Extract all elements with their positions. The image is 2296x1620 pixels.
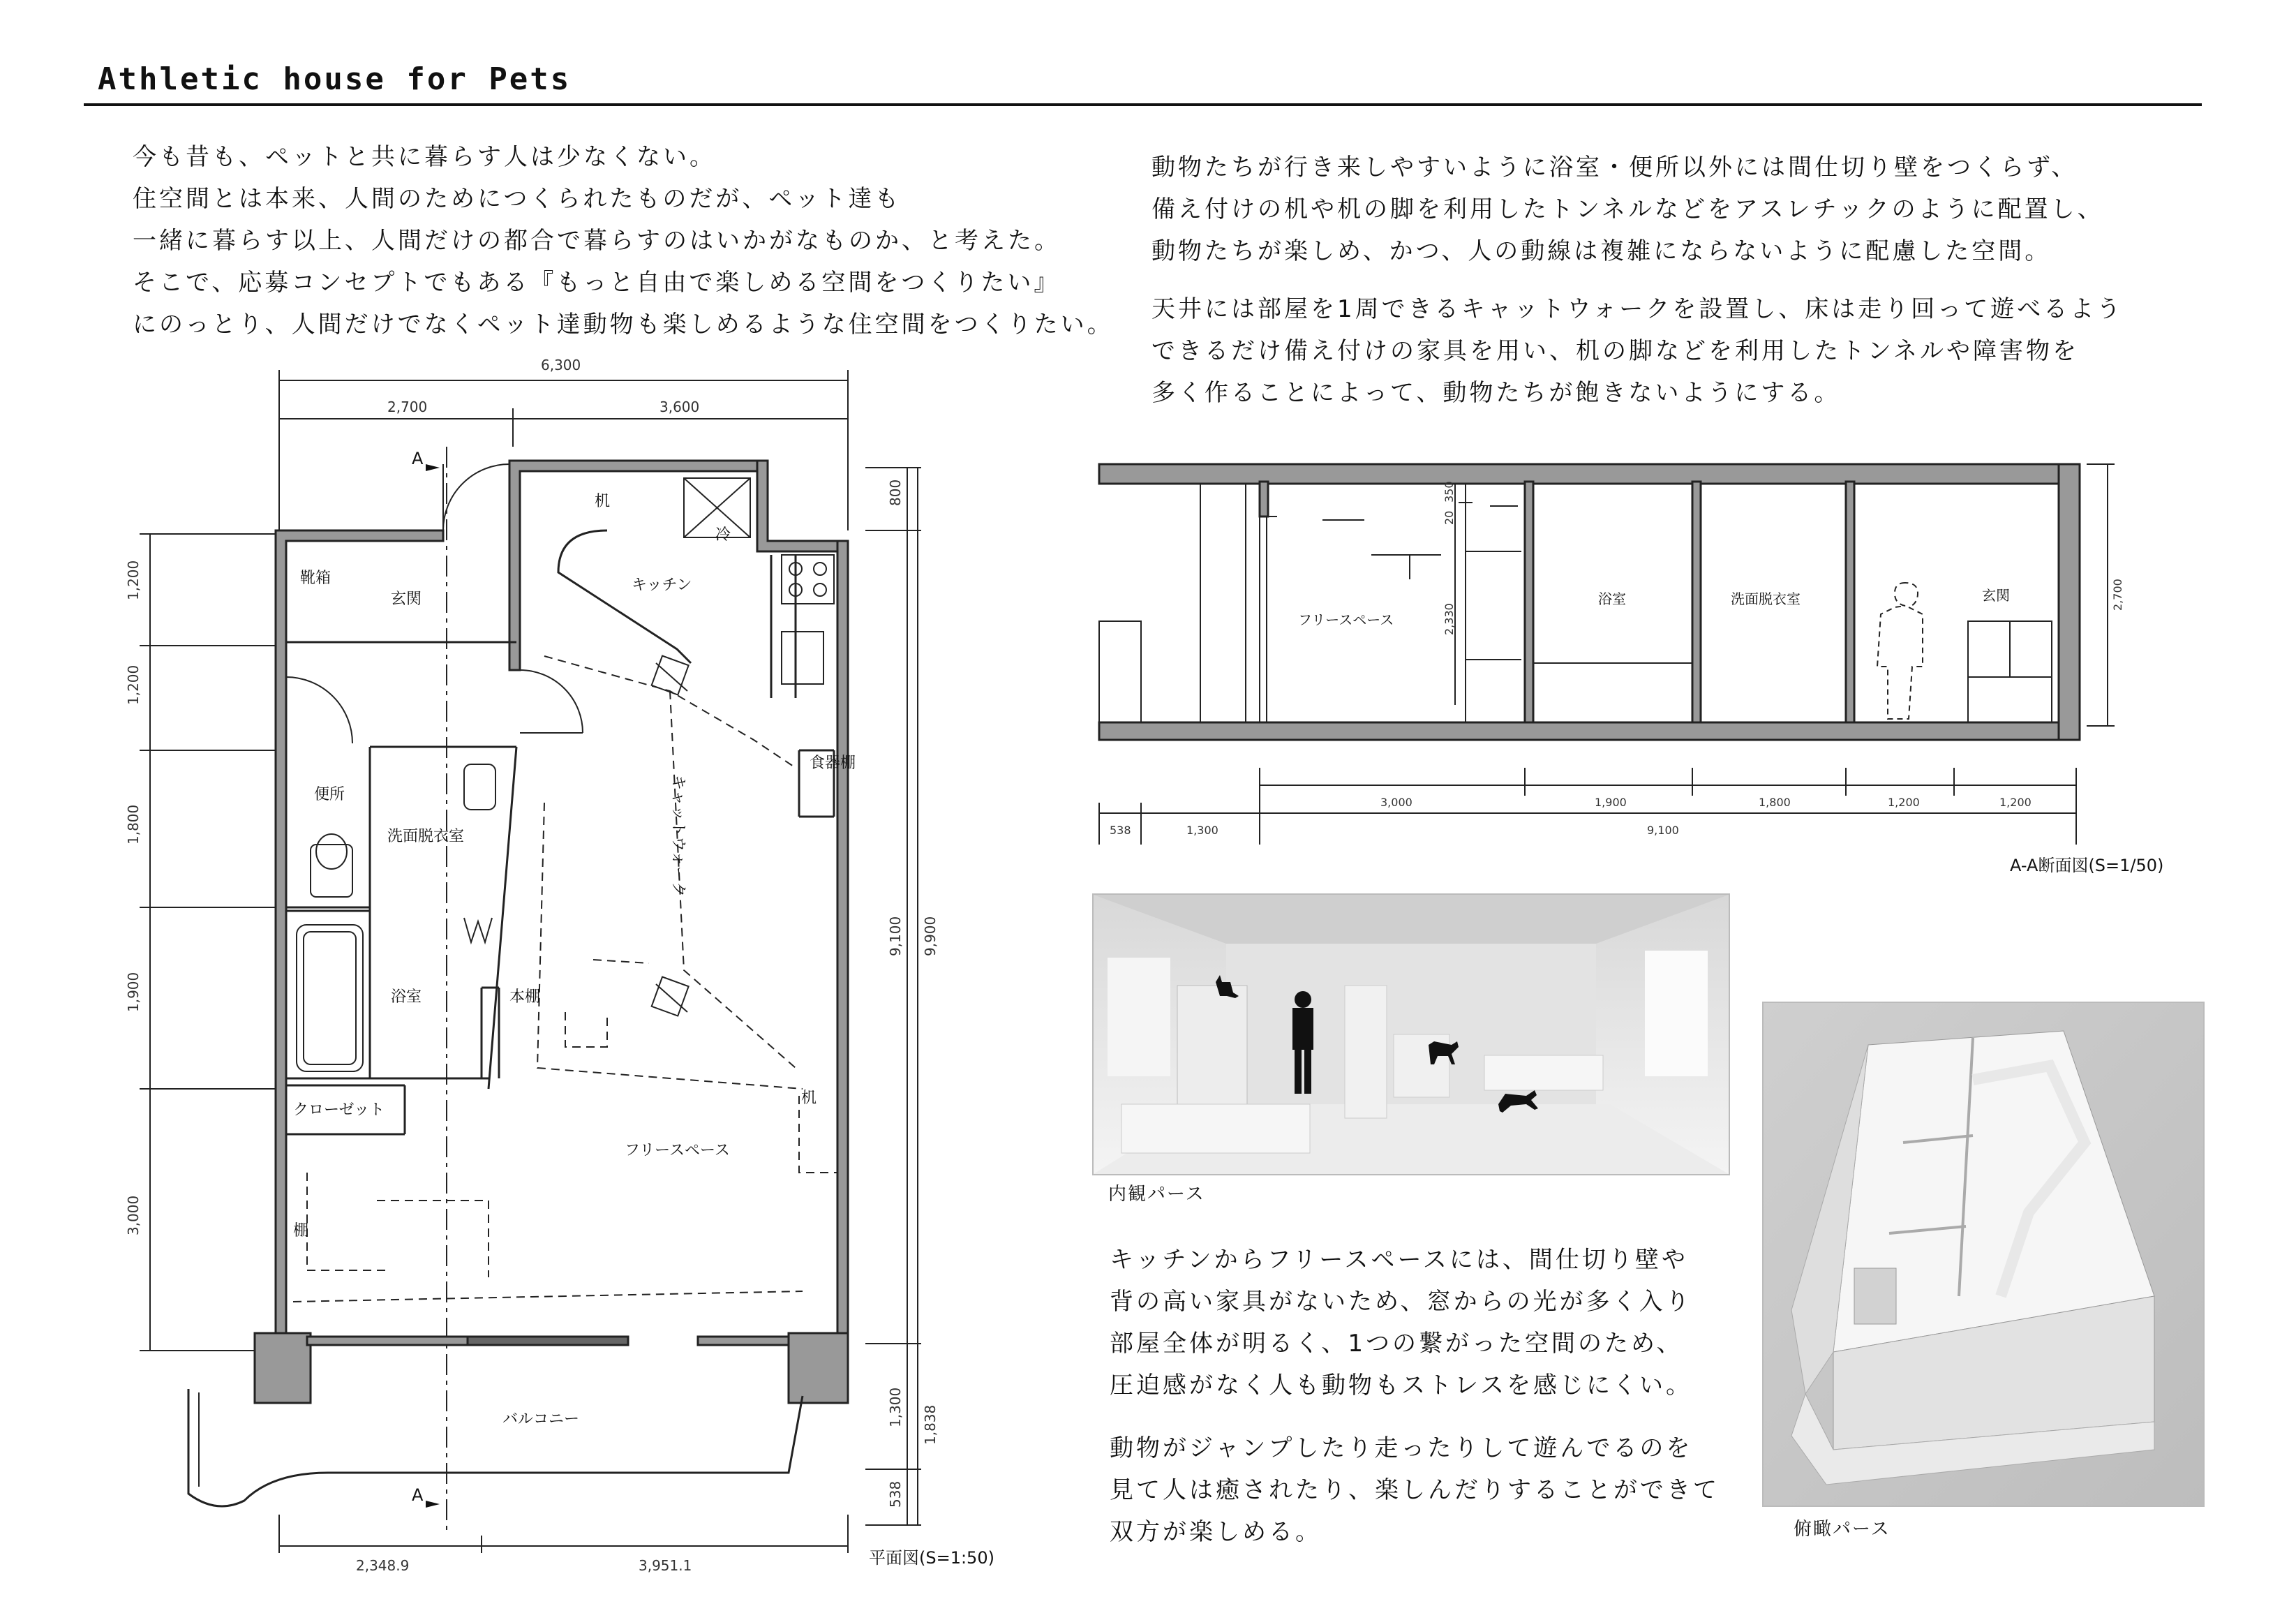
section-dim-bottom-3: 9,100 (1647, 824, 1679, 837)
section-dim-top-5: 1,200 (1999, 796, 2032, 809)
label-toilet: 便所 (314, 786, 345, 803)
dim-bottom-left: 2,348.9 (356, 1557, 410, 1574)
section-dim-bottom-2: 1,300 (1186, 824, 1218, 837)
intro-line: にのっとり、人間だけでなくペット達動物も楽しめるような住空間をつくりたい。 (133, 311, 1114, 339)
concept1-line: 備え付けの机や机の脚を利用したトンネルなどをアスレチックのように配置し、 (1151, 195, 2104, 223)
section-mark-bottom: A (412, 1485, 424, 1505)
section-label-wash: 洗面脱衣室 (1731, 590, 1801, 607)
concept3-line: 部屋全体が明るく、1つの繋がった空間のため、 (1110, 1330, 1683, 1358)
interior-perspective-image (1092, 893, 1730, 1175)
label-shoe-box: 靴箱 (300, 570, 331, 587)
concept2-line: 天井には部屋を1周できるキャットウォークを設置し、床は走り回って遊べるよう (1151, 295, 2124, 323)
dim-left-3: 1,800 (125, 804, 142, 845)
section-dim-top-2: 1,900 (1595, 796, 1627, 809)
section-dim-bottom-1: 538 (1110, 824, 1131, 837)
section-dim-top-3: 1,800 (1759, 796, 1791, 809)
dim-right-4: 538 (887, 1480, 904, 1508)
dim-right-1: 800 (887, 479, 904, 506)
intro-line: 一緒に暮らす以上、人間だけの都合で暮らすのはいかがなものか、と考えた。 (133, 227, 1061, 255)
section-drawing (1089, 447, 2198, 886)
section-dim-small-3: 2,330 (1443, 603, 1456, 635)
label-balcony: バルコニー (502, 1411, 580, 1428)
section-mark-top: A (412, 449, 424, 468)
concept2-line: 多く作ることによって、動物たちが飽きないようにする。 (1151, 379, 1841, 407)
dim-right-3: 1,300 (887, 1387, 904, 1427)
concept3-line: キッチンからフリースペースには、間仕切り壁や (1110, 1246, 1688, 1274)
label-catwalk: キャットウォーク (669, 775, 687, 898)
intro-line: そこで、応募コンセプトでもある『もっと自由で楽しめる空間をつくりたい』 (133, 269, 1061, 297)
concept3-line: 圧迫感がなく人も動物もストレスを感じにくい。 (1110, 1372, 1692, 1399)
intro-line: 今も昔も、ペットと共に暮らす人は少なくない。 (133, 143, 716, 171)
floor-plan (105, 349, 1096, 1577)
plan-caption: 平面図(S=1:50) (869, 1548, 994, 1568)
aerial-perspective-image (1762, 1002, 2205, 1507)
concept4-line: 双方が楽しめる。 (1110, 1518, 1322, 1546)
label-desk-right: 机 (801, 1090, 817, 1107)
dim-total-width: 6,300 (541, 357, 581, 373)
label-free-space: フリースペース (625, 1142, 730, 1159)
concept4-line: 見て人は癒されたり、楽しんだりすることができて (1110, 1476, 1720, 1504)
intro-line: 住空間とは本来、人間のためにつくられたものだが、ペット達も (133, 185, 902, 213)
label-dish-shelf: 食器棚 (810, 755, 856, 772)
concept-text-4 (1110, 1427, 1720, 1553)
dim-bottom-right: 3,951.1 (639, 1557, 692, 1574)
label-closet: クローゼット (293, 1101, 385, 1119)
concept4-line: 動物がジャンプしたり走ったりして遊んでるのを (1110, 1434, 1693, 1462)
concept1-line: 動物たちが行き来しやすいように浴室・便所以外には間仕切り壁をつくらず、 (1151, 154, 2078, 181)
dim-left-4: 1,900 (125, 972, 142, 1012)
label-bookshelf: 本棚 (509, 988, 541, 1006)
concept2-line: できるだけ備え付けの家具を用い、机の脚などを利用したトンネルや障害物を (1151, 337, 2079, 365)
interior-caption: 内観パース (1108, 1184, 1205, 1205)
section-dim-top-4: 1,200 (1888, 796, 1920, 809)
section-caption: A-A断面図(S=1/50) (2010, 856, 2164, 875)
section-dim-small-1: 20 (1443, 510, 1456, 525)
section-height: 2,700 (2111, 579, 2124, 611)
page-title: Athletic house for Pets (98, 61, 572, 97)
label-bath: 浴室 (391, 988, 422, 1006)
label-washroom: 洗面脱衣室 (387, 828, 465, 845)
dim-right-outer-2: 1,838 (922, 1404, 939, 1445)
dim-left-5: 3,000 (125, 1195, 142, 1235)
concept-text-3 (1110, 1239, 1692, 1406)
label-kitchen: キッチン (632, 577, 692, 594)
title-rule (84, 103, 2202, 106)
section-dim-small-2: 350 (1443, 481, 1456, 503)
aerial-caption: 俯瞰パース (1794, 1519, 1891, 1540)
label-desk-top: 机 (595, 493, 611, 510)
dim-top-right: 3,600 (659, 399, 700, 415)
label-shelf: 棚 (293, 1222, 309, 1240)
concept-text-2 (1151, 288, 2123, 414)
concept-text-1 (1151, 147, 2104, 272)
dim-top-left: 2,700 (387, 399, 428, 415)
dim-left-2: 1,200 (125, 664, 142, 705)
dim-right-outer-1: 9,900 (922, 916, 939, 956)
dim-right-2: 9,100 (887, 916, 904, 956)
concept1-line: 動物たちが楽しめ、かつ、人の動線は複雑にならないように配慮した空間。 (1151, 237, 2052, 265)
section-label-bath: 浴室 (1598, 590, 1626, 607)
section-label-entrance: 玄関 (1982, 587, 2010, 604)
concept3-line: 背の高い家具がないため、窓からの光が多く入り (1110, 1288, 1692, 1316)
dim-left-1: 1,200 (125, 560, 142, 600)
section-dim-top-1: 3,000 (1380, 796, 1412, 809)
label-entrance: 玄関 (391, 590, 422, 608)
label-fridge: 冷 (715, 526, 731, 544)
section-label-free-space: フリースペース (1298, 611, 1394, 628)
intro-text (133, 136, 1114, 345)
